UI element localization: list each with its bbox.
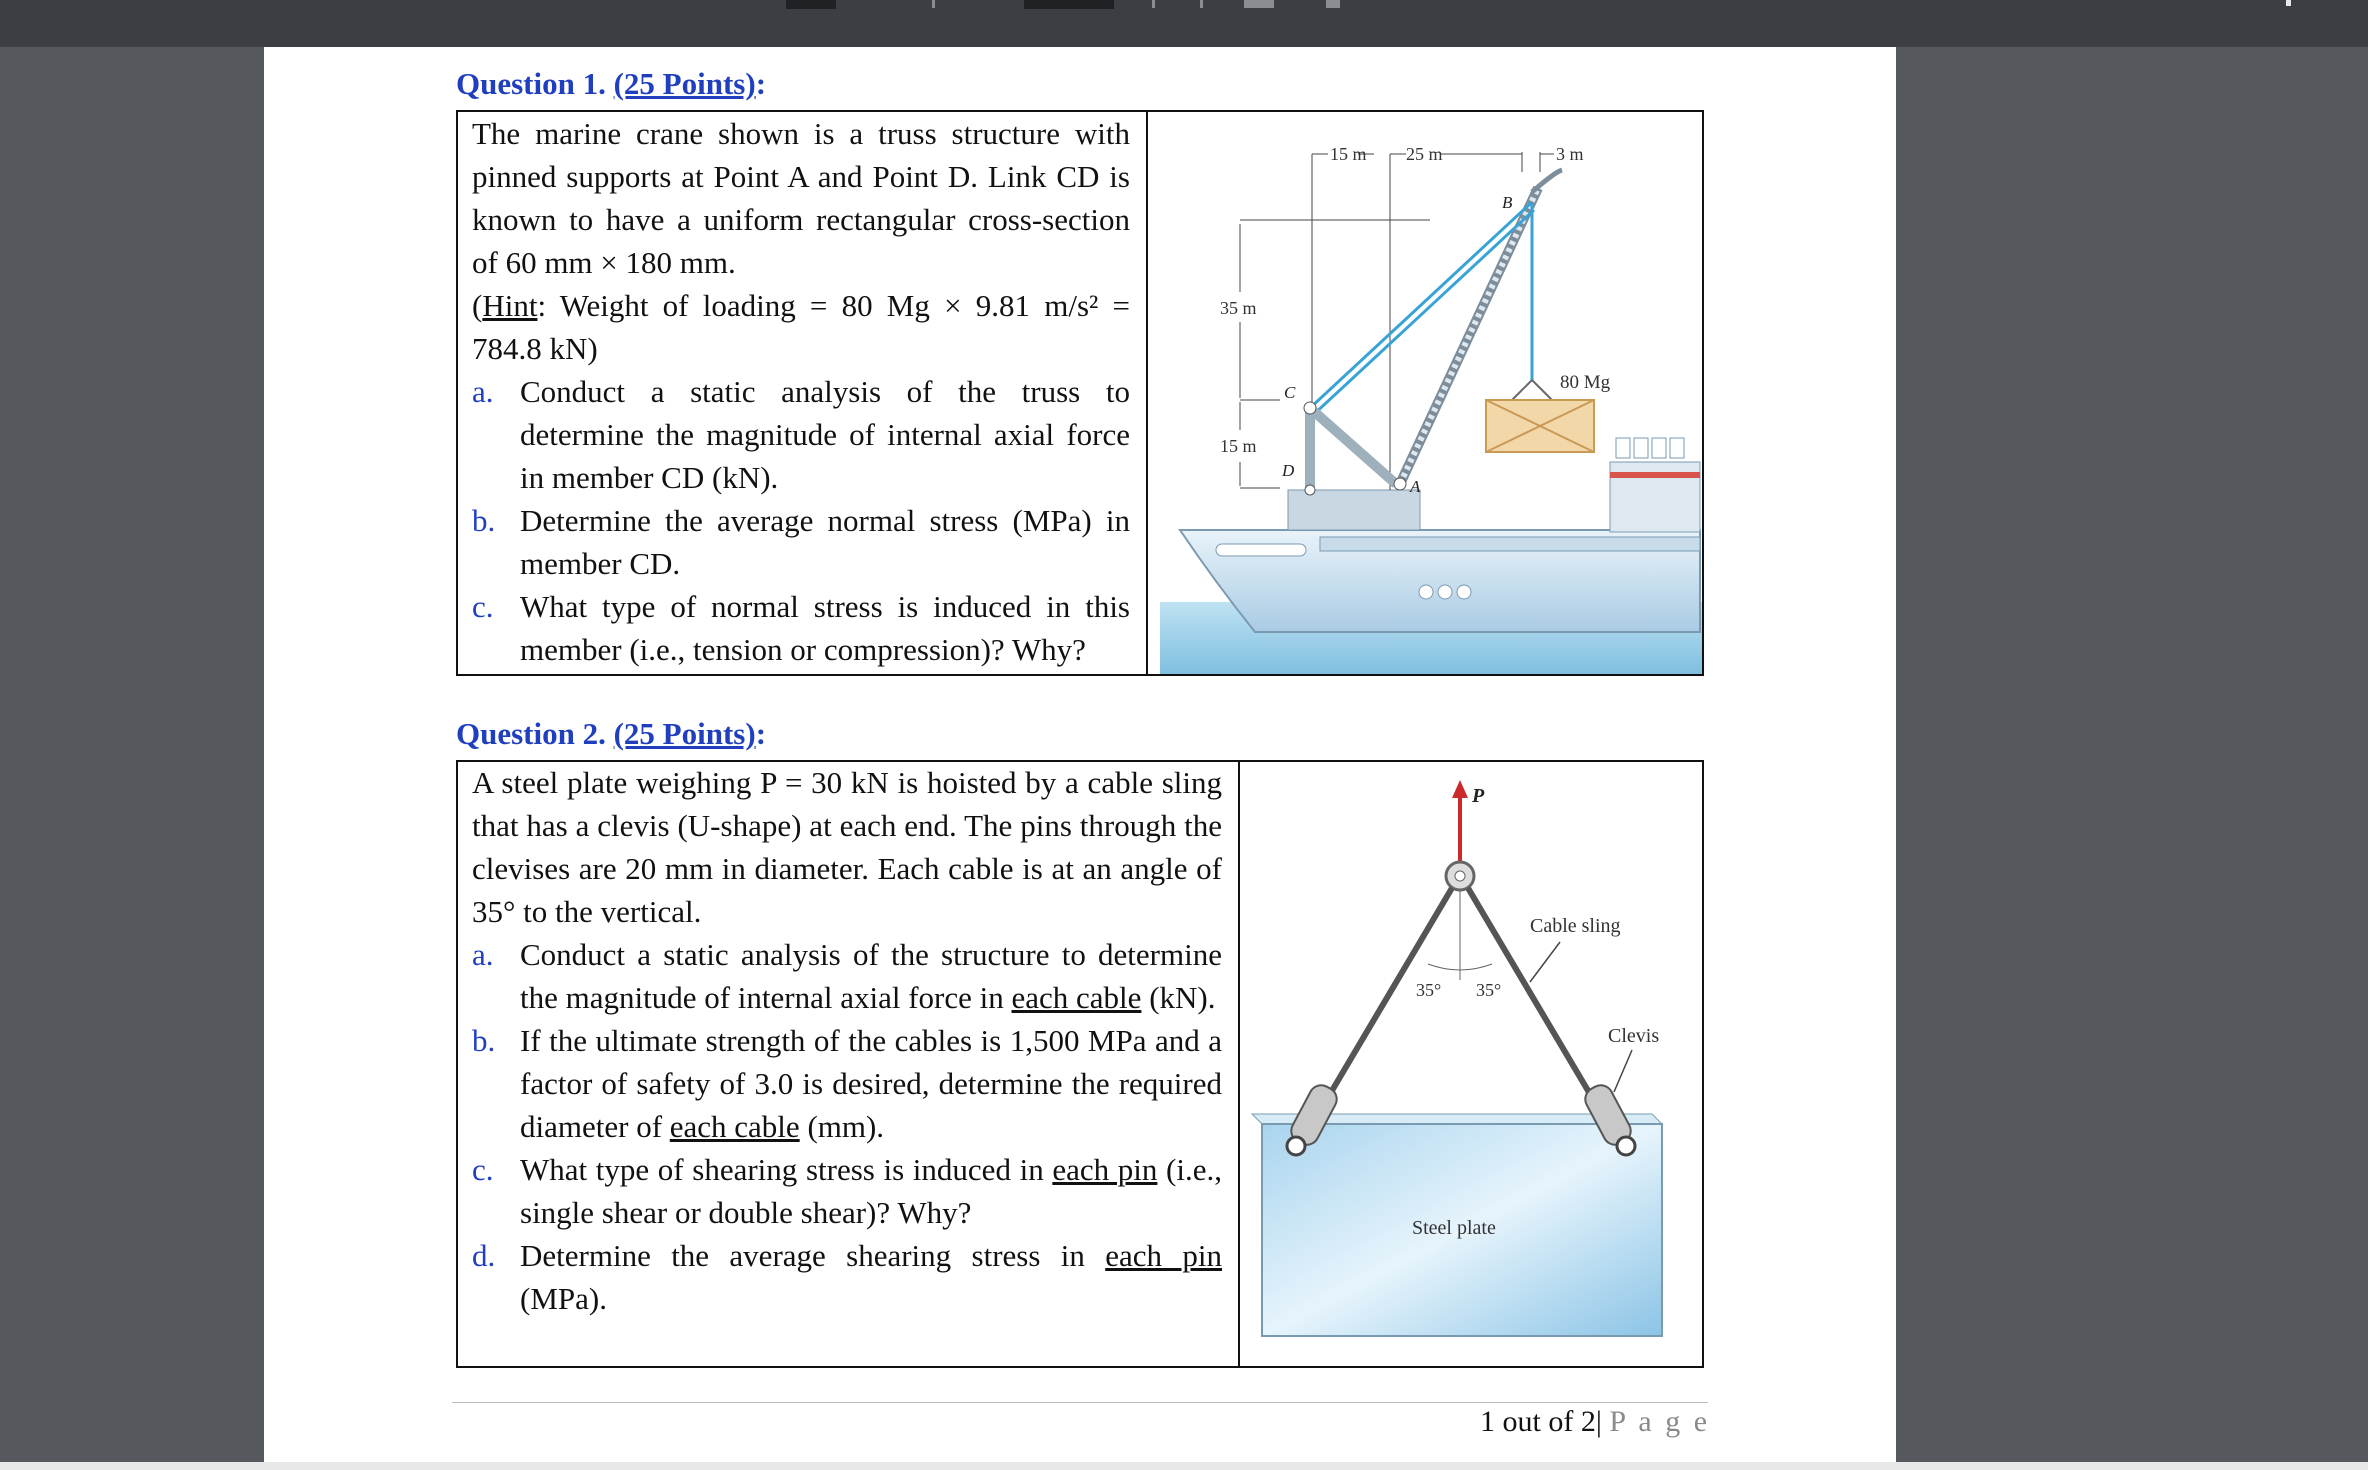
question-1-heading: Question 1. (25 Points): bbox=[456, 66, 767, 101]
label-C: C bbox=[1284, 383, 1296, 402]
toolbar-icon[interactable] bbox=[1244, 0, 1274, 8]
page-word: P a g e bbox=[1609, 1405, 1711, 1438]
question-2-item-c: c. What type of shearing stress is induced in each pin (i.e., single shear or double shear)? Why? bbox=[472, 1152, 1223, 1230]
joint-C bbox=[1304, 402, 1316, 414]
question-1-item-c: c. What type of normal stress is induced in this member (i.e., tension or compression)? Why? bbox=[472, 589, 1130, 667]
footer-rule bbox=[452, 1402, 1708, 1403]
pin-right bbox=[1617, 1137, 1635, 1155]
viewer-bottom-edge bbox=[0, 1462, 2368, 1470]
crane-base bbox=[1288, 490, 1420, 530]
toolbar-icon[interactable] bbox=[1326, 0, 1340, 8]
question-2-item-a: a. Conduct a static analysis of the structure to determine the magnitude of internal axial force in each cable (kN). bbox=[472, 937, 1222, 1015]
toolbar-button[interactable] bbox=[1024, 0, 1114, 9]
question-2-intro: A steel plate weighing P = 30 kN is hoisted by a cable sling that has a clevis (U-shape) at each end. The pins through the clevises are 20 mm in diameter. Each cable is at an angle of 35° to the vertical. bbox=[472, 765, 1222, 929]
label-D: D bbox=[1282, 461, 1295, 480]
question-1-points: (25 Points) bbox=[613, 66, 756, 101]
page-footer bbox=[1480, 1405, 1710, 1439]
joint-A bbox=[1394, 478, 1406, 490]
viewer-margin-left bbox=[0, 47, 264, 1470]
cable-sling-label: Cable sling bbox=[1530, 915, 1621, 937]
angle-right-label: 35° bbox=[1476, 980, 1502, 1000]
dim-25m: 25 m bbox=[1406, 144, 1443, 164]
label-A: A bbox=[1410, 477, 1421, 496]
question-1-item-a: a. Conduct a static analysis of the truss to determine the magnitude of internal axial force in member CD (kN). bbox=[472, 374, 1130, 495]
load-label: 80 Mg bbox=[1560, 372, 1611, 393]
question-2-text bbox=[472, 761, 1222, 1320]
window-control-icon[interactable] bbox=[2286, 0, 2291, 6]
dim-3m: 3 m bbox=[1556, 144, 1584, 164]
dim-15m-side: 15 m bbox=[1220, 436, 1257, 456]
question-1-intro: The marine crane shown is a truss structure with pinned supports at Point A and Point D. Link CD is known to have a uniform rectangular cross-section of 60 mm × 180 mm. bbox=[472, 116, 1130, 280]
marine-crane-figure bbox=[1160, 112, 1702, 674]
viewer-toolbar bbox=[0, 0, 2368, 47]
dim-15m-top: 15 m bbox=[1330, 144, 1367, 164]
question-2-item-b: b. If the ultimate strength of the cables is 1,500 MPa and a factor of safety of 3.0 is desired, determine the required diameter of each cable (mm). bbox=[472, 1023, 1222, 1144]
question-1-text bbox=[472, 112, 1130, 671]
dim-35m: 35 m bbox=[1220, 298, 1257, 318]
toolbar-icon[interactable] bbox=[1152, 0, 1155, 8]
page-number: 1 out of 2| bbox=[1480, 1405, 1602, 1438]
viewer-margin-right bbox=[1896, 47, 2368, 1470]
question-2-points: (25 Points) bbox=[613, 716, 756, 751]
toolbar-separator bbox=[932, 0, 935, 8]
member-CA bbox=[1310, 408, 1396, 484]
load-P-label: P bbox=[1472, 785, 1485, 807]
question-1-hint: (Hint: Weight of loading = 80 Mg × 9.81 m/s² = 784.8 kN) bbox=[472, 288, 1130, 366]
pin-left bbox=[1287, 1137, 1305, 1155]
question-1-item-b: b. Determine the average normal stress (MPa) in member CD. bbox=[472, 503, 1130, 581]
cable-CB-1 bbox=[1310, 202, 1532, 408]
question-2-heading: Question 2. (25 Points): bbox=[456, 716, 767, 751]
question-2-item-d: d. Determine the average shearing stress in each pin (MPa). bbox=[472, 1238, 1223, 1316]
angle-left-label: 35° bbox=[1416, 980, 1442, 1000]
label-B: B bbox=[1502, 193, 1513, 212]
steel-plate-label: Steel plate bbox=[1412, 1217, 1496, 1239]
joint-D bbox=[1305, 485, 1315, 495]
cable-CB-2 bbox=[1312, 210, 1534, 416]
toolbar-separator bbox=[1200, 0, 1203, 8]
cable-sling-figure bbox=[1240, 764, 1700, 1364]
clevis-label: Clevis bbox=[1608, 1025, 1660, 1047]
toolbar-button[interactable] bbox=[786, 0, 836, 9]
